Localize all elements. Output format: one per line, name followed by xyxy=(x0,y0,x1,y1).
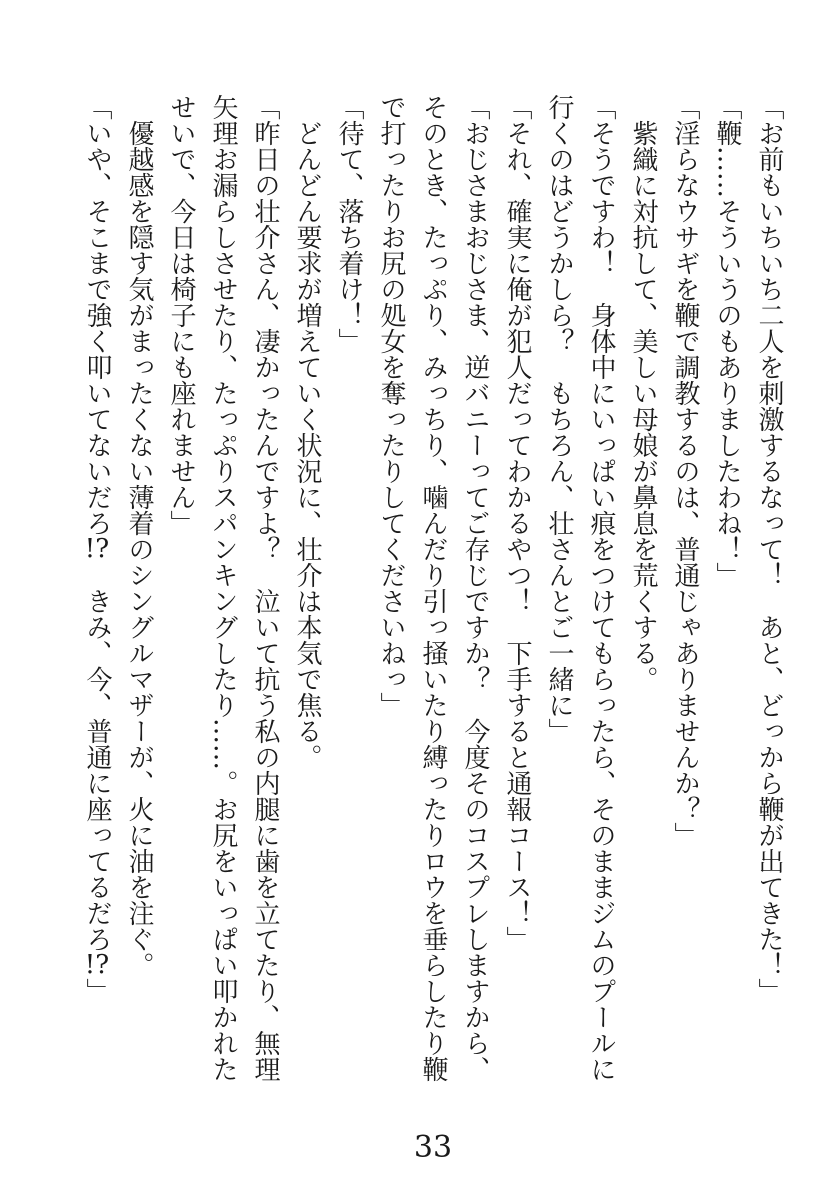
paragraph-12: 「いや、そこまで強く叩いてないだろ!? きみ、今、普通に座ってるだろ!?」 xyxy=(82,94,112,1004)
tatechuyoko-mark: !? xyxy=(84,536,110,562)
page-number: 33 xyxy=(413,1130,453,1165)
paragraph-5: 「そうですわ！ 身体中にいっぱい痕をつけてもらったら、そのままジムのプールに行くのはどうかしら？ もちろん、壮さんとご一緒に」 xyxy=(544,94,616,1082)
paragraph-3: 「淫らなウサギを鞭で調教するのは、普通じゃありませんか？」 xyxy=(670,94,700,848)
vertical-text-block xyxy=(76,94,790,1086)
paragraph-7: 「おじさまおじさま、逆バニーってご存じですか？ 今度そのコスプレしますから、そのとき、たっぷり、みっちり、噛んだり引っ掻いたり縛ったりロウを垂らしたり鞭で打ったりお尻の処女を奪ったりしてくださいねっ」 xyxy=(376,94,490,1082)
paragraph-8: 「待て、落ち着け！」 xyxy=(334,94,364,354)
tatechuyoko-mark: !? xyxy=(84,952,110,978)
paragraph-6: 「それ、確実に俺が犯人だってわかるやつ！ 下手すると通報コース！」 xyxy=(502,94,532,952)
paragraph-2: 「鞭……そういうのもありましたわね！」 xyxy=(712,94,742,588)
paragraph-9: どんどん要求が増えていく状況に、壮介は本気で焦る。 xyxy=(292,94,322,770)
paragraph-1: 「お前もいちいち二人を刺激するなって！ あと、どっから鞭が出てきた！」 xyxy=(754,94,784,1004)
paragraph-10: 「昨日の壮介さん、凄かったんですよ？ 泣いて抗う私の内腿に歯を立てたり、無理矢理お漏らしさせたり、たっぷりスパンキングしたり……。お尻をいっぱい叩かれたせいで、今日は椅子にも座れません」 xyxy=(166,94,280,1082)
paragraph-11: 優越感を隠す気がまったくない薄着のシングルマザーが、火に油を注ぐ。 xyxy=(124,94,154,978)
paragraph-4: 紫織に対抗して、美しい母娘が鼻息を荒くする。 xyxy=(628,94,658,692)
